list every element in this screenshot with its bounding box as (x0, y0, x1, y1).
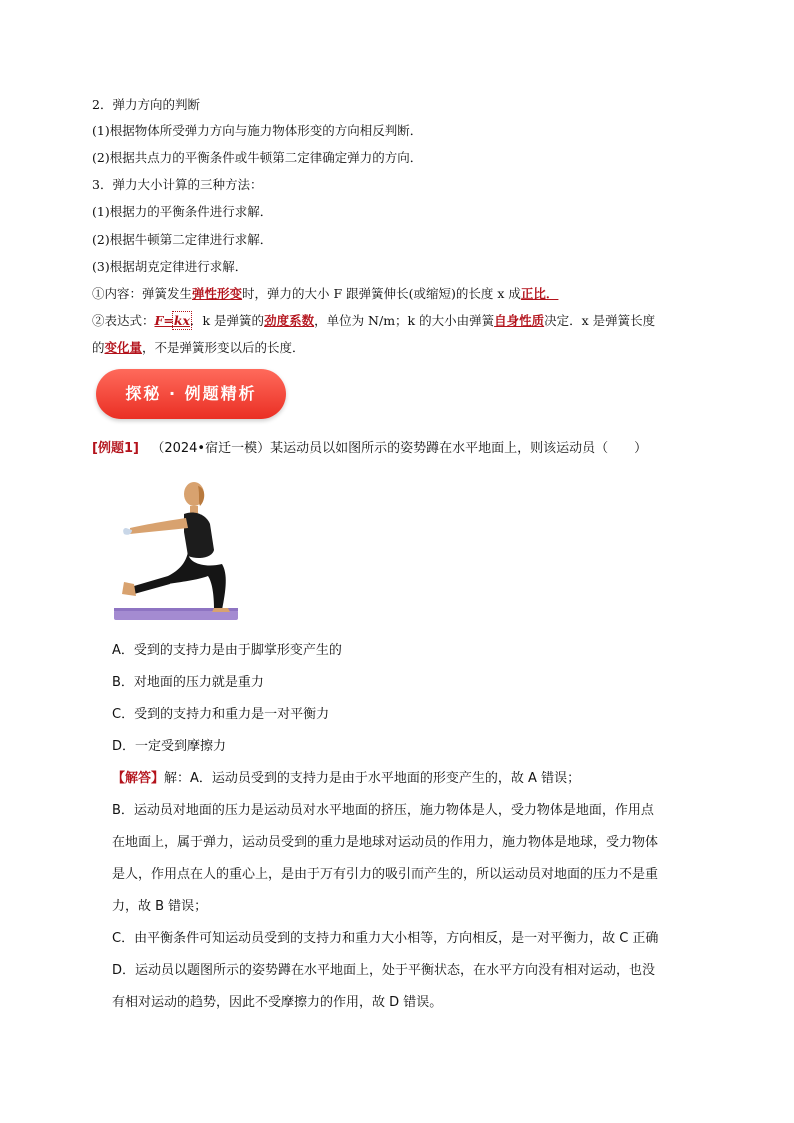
answer-line-1-text: 解：A．运动员受到的支持力是由于水平地面的形变产生的，故 A 错误； (164, 771, 581, 786)
law-text-middle: 时，弹力的大小 F 跟弹簧伸长(或缩短)的长度 x 成 (242, 286, 521, 301)
expression-middle: ．k 是弹簧的 (190, 313, 265, 328)
formula-f: F= (154, 313, 174, 328)
hooke-law-note (92, 339, 305, 357)
answer-line-8: 有相对运动的趋势，因此不受摩擦力的作用，故 D 错误。 (112, 995, 443, 1010)
elastic-deformation-term: 弹性形变 (192, 286, 243, 301)
change-amount-term: 变化量 (104, 340, 143, 355)
section-banner (96, 369, 286, 419)
example-question (92, 440, 647, 458)
option-b: B．对地面的压力就是重力 (112, 675, 264, 690)
athlete-squat-image (114, 472, 238, 624)
example-question-text: （2024•宿迁一模）某运动员以如图所示的姿势蹲在水平地面上，则该运动员（ ） (151, 441, 648, 456)
answer-line-3: 在地面上，属于弹力，运动员受到的重力是地球对运动员的作用力，施力物体是地球，受力物体 (112, 835, 659, 850)
example-label: [例题1] (92, 441, 139, 456)
section2-title: 2．弹力方向的判断 (92, 97, 200, 112)
option-a: A．受到的支持力是由于脚掌形变产生的 (112, 643, 342, 658)
athlete-squat-illustration (114, 472, 238, 624)
expression-after: ，单位为 N/m；k 的大小由弹簧 (314, 313, 495, 328)
section2-item-2: (2)根据共点力的平衡条件或牛顿第二定律确定弹力的方向． (92, 150, 423, 165)
proportional-term: 正比． (520, 286, 559, 301)
law-text-prefix: ①内容：弹簧发生 (92, 286, 193, 301)
option-d: D．一定受到摩擦力 (112, 739, 227, 754)
answer-line-1 (112, 763, 702, 795)
answer-line-2: B．运动员对地面的压力是运动员对水平地面的挤压，施力物体是人，受力物体是地面，作用点 (112, 803, 654, 818)
answer-section (112, 763, 702, 1019)
section2-item-1: (1)根据物体所受弹力方向与施力物体形变的方向相反判断． (92, 123, 423, 138)
hooke-law-expression (92, 312, 655, 330)
formula-kx: kx (173, 313, 190, 328)
answer-label: 【解答】 (112, 771, 165, 786)
answer-line-6: C．由平衡条件可知运动员受到的支持力和重力大小相等，方向相反，是一对平衡力，故 C 正确 (112, 931, 659, 946)
answer-line-5: 力，故 B 错误； (112, 899, 208, 914)
option-c: C．受到的支持力和重力是一对平衡力 (112, 707, 330, 722)
hooke-law-content (92, 285, 558, 303)
expression-prefix: ②表达式： (92, 313, 155, 328)
section3-title: 3．弹力大小计算的三种方法： (92, 177, 263, 192)
note-end: ，不是弹簧形变以后的长度． (142, 340, 305, 355)
banner-title: 探秘 · 例题精析 (125, 384, 257, 403)
expression-end: 决定．x 是弹簧长度 (544, 313, 656, 328)
section3-item-1: (1)根据力的平衡条件进行求解． (92, 204, 273, 219)
answer-line-7: D．运动员以题图所示的姿势蹲在水平地面上，处于平衡状态，在水平方向没有相对运动，也没 (112, 963, 656, 978)
section3-item-2: (2)根据牛顿第二定律进行求解． (92, 232, 273, 247)
section3-item-3: (3)根据胡克定律进行求解． (92, 259, 248, 274)
stiffness-term: 劲度系数 (264, 313, 315, 328)
answer-line-4: 是人，作用点在人的重心上，是由于万有引力的吸引而产生的，所以运动员对地面的压力不是重 (112, 867, 659, 882)
intrinsic-property-term: 自身性质 (494, 313, 545, 328)
note-prefix: 的 (92, 340, 105, 355)
